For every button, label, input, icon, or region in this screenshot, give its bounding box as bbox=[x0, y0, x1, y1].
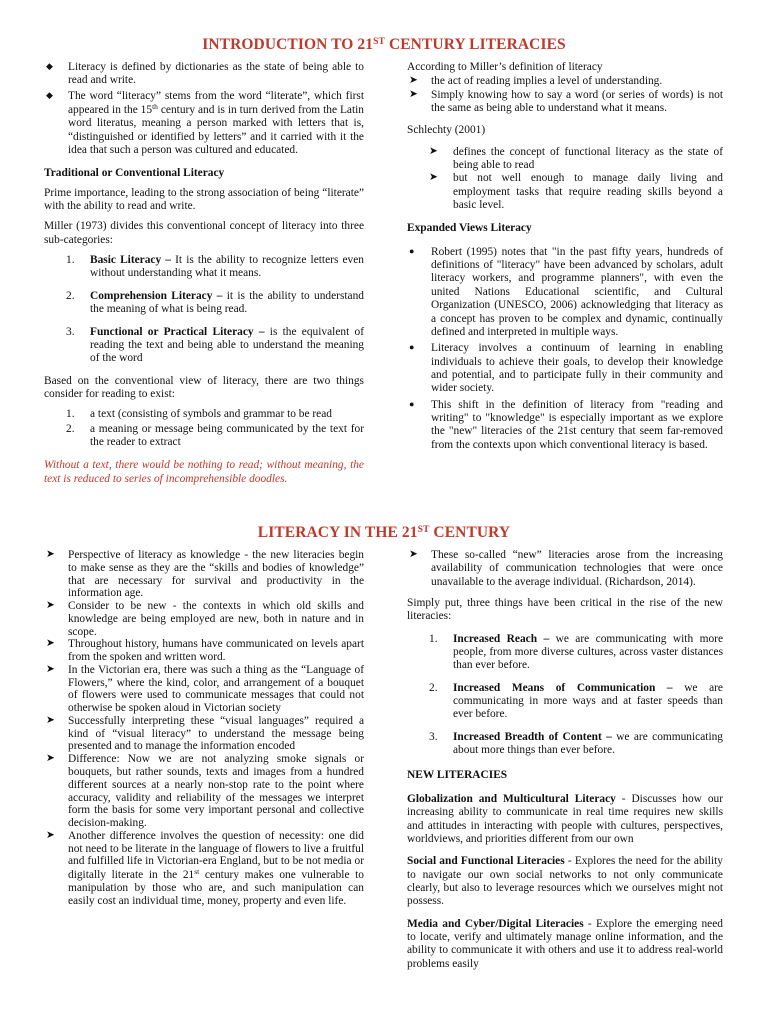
paragraph-new-literacy bbox=[407, 793, 723, 846]
century-left-column bbox=[44, 549, 364, 907]
arrow-bullet-icon: ➤ bbox=[46, 714, 55, 726]
list-item bbox=[44, 61, 364, 88]
paragraph-miller: Miller (1973) divides this conventional concept of literacy into three sub-categories: bbox=[44, 220, 364, 246]
list-item bbox=[407, 633, 723, 673]
heading-expanded: Expanded Views Literacy bbox=[407, 222, 532, 235]
dot-bullet-icon: ● bbox=[409, 342, 415, 353]
item-term: Basic Literacy – bbox=[90, 254, 171, 267]
paragraph-new-literacy bbox=[407, 918, 723, 971]
item-desc: - Explores the need for the ability to navigate our own social networks to not only communicate clearly, but also to leverage resources which we ourselves might not possess. bbox=[407, 855, 723, 908]
list-item bbox=[44, 290, 364, 317]
item-text: a text (consisting of symbols and grammar to be read bbox=[90, 408, 332, 421]
list-item bbox=[44, 326, 364, 366]
item-number: 1. bbox=[429, 632, 438, 645]
list-item bbox=[44, 830, 364, 908]
list-item bbox=[407, 731, 723, 758]
list-item bbox=[44, 664, 364, 715]
item-text: These so-called “new” literacies arose from the increasing availability of communication technologies that were once unavailable to the average individual. (Richardson, 2014). bbox=[431, 549, 723, 588]
arrow-bullet-icon: ➤ bbox=[46, 549, 55, 560]
superscript: st bbox=[194, 867, 200, 877]
title-text: LITERACY IN THE 21 bbox=[257, 524, 418, 541]
arrow-bullet-icon: ➤ bbox=[409, 88, 418, 100]
arrow-bullet-icon: ➤ bbox=[429, 172, 438, 184]
item-text: Throughout history, humans have communicated on levels apart from the spoken and written word. bbox=[68, 638, 364, 664]
item-desc: we are communicating about more things than ever before. bbox=[453, 730, 723, 757]
schlechty-label: Schlechty (2001) bbox=[407, 124, 486, 137]
list-item bbox=[407, 342, 723, 395]
item-text: Robert (1995) notes that "in the past fifty years, hundreds of definitions of "literacy" have been advanced by scholars, adult literacy workers, and programme planners", with even the united Nations Educational scientific, and Cultural Organization (UNESCO, 2006) acknowledging that literacy as a concept has proven to be complex and dynamic, continually defined and interpreted in multiple ways. bbox=[431, 245, 723, 338]
bullet-text: The word “literacy” stems from the word “literate”, which first appeared in the 15 bbox=[68, 89, 364, 117]
title-text: INTRODUCTION TO 21 bbox=[202, 36, 374, 53]
arrow-bullet-icon: ➤ bbox=[409, 75, 418, 87]
item-desc: we are communicating in more ways and at faster speeds than ever before. bbox=[453, 681, 723, 721]
title-superscript: ST bbox=[417, 525, 430, 535]
intro-right-column bbox=[407, 61, 723, 454]
item-number: 3. bbox=[429, 730, 438, 743]
item-term: Increased Means of Communication – bbox=[453, 681, 673, 694]
section-title-21st bbox=[0, 524, 768, 542]
item-desc: is the equivalent of reading the text and being able to understand the meaning of the word bbox=[90, 325, 364, 365]
list-item bbox=[407, 246, 723, 339]
dot-bullet-icon: ● bbox=[409, 245, 415, 256]
heading-traditional: Traditional or Conventional Literacy bbox=[44, 167, 225, 180]
item-text: the act of reading implies a level of understanding. bbox=[431, 75, 663, 88]
list-item bbox=[44, 753, 364, 830]
item-term: Increased Reach – bbox=[453, 632, 550, 645]
arrow-bullet-icon: ➤ bbox=[46, 638, 55, 650]
item-number: 2. bbox=[66, 422, 75, 435]
arrow-bullet-icon: ➤ bbox=[46, 829, 55, 841]
item-number: 3. bbox=[66, 325, 75, 338]
item-text: Another difference involves the question of necessity: one did not need to be literate in the language of flowers to live a fruitful and fulfilled life in Victorian-era England, but to be not media or digitally literate in the 21 bbox=[68, 829, 364, 882]
paragraph-prime: Prime importance, leading to the strong association of being “literate” with the ability to read and write. bbox=[44, 186, 364, 213]
arrow-bullet-icon: ➤ bbox=[46, 663, 55, 675]
item-text: a meaning or message being communicated by the text for the reader to extract bbox=[90, 422, 364, 448]
list-item bbox=[44, 715, 364, 753]
item-term: Media and Cyber/Digital Literacies bbox=[407, 917, 584, 930]
item-text-end: century makes one vulnerable to manipulation by those who are, and such manipulation can easily cost an individual time, money, property and even life. bbox=[68, 869, 364, 907]
item-number: 2. bbox=[66, 289, 75, 302]
arrow-bullet-icon: ➤ bbox=[409, 549, 418, 560]
section-title-intro bbox=[0, 36, 768, 54]
item-term: Functional or Practical Literacy – bbox=[90, 325, 265, 338]
item-desc: It is the ability to recognize letters even without understanding what it means. bbox=[90, 254, 364, 280]
item-number: 1. bbox=[66, 254, 75, 267]
list-item bbox=[44, 408, 364, 421]
heading-new-literacies: NEW LITERACIES bbox=[407, 769, 508, 782]
item-text: Perspective of literacy as knowledge - the new literacies begin to make sense as they are the “skills and bodies of knowledge” that are necessary for survival and productivity in the information age. bbox=[68, 549, 364, 600]
item-desc: it is the ability to understand the meaning of what is being read. bbox=[90, 289, 365, 316]
item-number: 1. bbox=[66, 408, 75, 421]
intro-left-column bbox=[44, 61, 364, 493]
paragraph-based: Based on the conventional view of literacy, there are two things consider for reading to exist: bbox=[44, 374, 364, 400]
list-item bbox=[407, 89, 723, 116]
item-term: Comprehension Literacy – bbox=[90, 289, 223, 302]
item-text: Simply knowing how to say a word (or series of words) is not the same as being able to understand what it means. bbox=[431, 88, 723, 115]
diamond-bullet-icon: ◆ bbox=[46, 89, 53, 100]
item-number: 2. bbox=[429, 681, 438, 694]
list-item bbox=[407, 146, 723, 173]
list-item bbox=[44, 549, 364, 600]
title-text-end: CENTURY LITERACIES bbox=[384, 36, 566, 53]
diamond-bullet-icon: ◆ bbox=[46, 61, 53, 71]
superscript: th bbox=[152, 102, 158, 112]
paragraph-simply: Simply put, three things have been critical in the rise of the new literacies: bbox=[407, 597, 723, 623]
paragraph-new-literacy bbox=[407, 855, 723, 908]
miller-definition: According to Miller’s definition of literacy bbox=[407, 61, 603, 73]
item-text: Difference: Now we are not analyzing smoke signals or bouquets, but rather sounds, texts and images from a hundred different sources at a nearly non-stop rate to the point where accuracy, validity and reliability of the messages we interpret form the basis for some very important personal and collective decision-making. bbox=[68, 753, 364, 830]
item-text: defines the concept of functional literacy as the state of being able to read bbox=[453, 145, 723, 172]
item-text: Literacy involves a continuum of learning in enabling individuals to achieve their goals, to develop their knowledge and potential, and to participate fully in their community and wider society. bbox=[431, 342, 723, 395]
bullet-text: Literacy is defined by dictionaries as the state of being able to read and write. bbox=[68, 61, 364, 87]
item-desc: we are communicating with more people, from more diverse cultures, across vaster distances than ever before. bbox=[453, 632, 723, 672]
list-item bbox=[407, 172, 723, 212]
title-superscript: ST bbox=[373, 37, 385, 47]
list-item bbox=[44, 638, 364, 664]
title-text-end: CENTURY bbox=[429, 524, 511, 541]
item-term: Social and Functional Literacies bbox=[407, 855, 565, 868]
item-desc: - Discusses how our increasing ability to communicate in real time requires new skills and attitudes in interacting with people with cultures, perspectives, worldviews, and priorities different from our own bbox=[407, 792, 723, 845]
item-text: but not well enough to manage daily living and employment tasks that require reading skills beyond a basic level. bbox=[453, 172, 723, 212]
red-note: Without a text, there would be nothing to read; without meaning, the text is reduced to series of incomprehensible doodles. bbox=[44, 459, 364, 485]
list-item bbox=[44, 600, 364, 638]
list-item bbox=[407, 399, 723, 452]
list-item bbox=[407, 75, 723, 88]
arrow-bullet-icon: ➤ bbox=[429, 145, 438, 157]
list-item bbox=[407, 682, 723, 722]
dot-bullet-icon: ● bbox=[409, 398, 415, 409]
item-term: Increased Breadth of Content – bbox=[453, 730, 612, 743]
item-term: Globalization and Multicultural Literacy bbox=[407, 792, 616, 805]
arrow-bullet-icon: ➤ bbox=[46, 753, 55, 765]
century-right-column bbox=[407, 549, 723, 978]
list-item bbox=[44, 423, 364, 450]
arrow-bullet-icon: ➤ bbox=[46, 600, 55, 612]
item-text: Consider to be new - the contexts in which old skills and knowledge are being employed are new, both in nature and in scope. bbox=[68, 600, 364, 638]
list-item bbox=[44, 254, 364, 281]
item-desc: - Explore the emerging need to locate, verify and ultimately manage online information, and the ability to communicate it with others and use it to address real-world problems easily bbox=[407, 917, 723, 970]
item-text: In the Victorian era, there was such a thing as the “Language of Flowers,” where the kind, color, and arrangement of a bouquet of flowers were used to communicate messages that could not otherwise be spoken aloud in Victorian society bbox=[68, 663, 364, 715]
bullet-text-end: century and is in turn derived from the Latin word literatus, meaning a person marked with letters that is, “distinguished or identified by letters” and it carried with it the idea that such a person was cultured and educated. bbox=[68, 104, 364, 157]
list-item bbox=[44, 90, 364, 158]
item-text: This shift in the definition of literacy from "reading and writing" to "knowledge" is especially important as we explore the "new" literacies of the 21st century that seem far-removed from the contexts upon which conventional literacy is based. bbox=[431, 398, 723, 451]
item-text: Successfully interpreting these “visual languages” required a kind of “visual literacy” to understand the message being presented and to manage the information encoded bbox=[68, 714, 364, 753]
list-item bbox=[407, 549, 723, 589]
